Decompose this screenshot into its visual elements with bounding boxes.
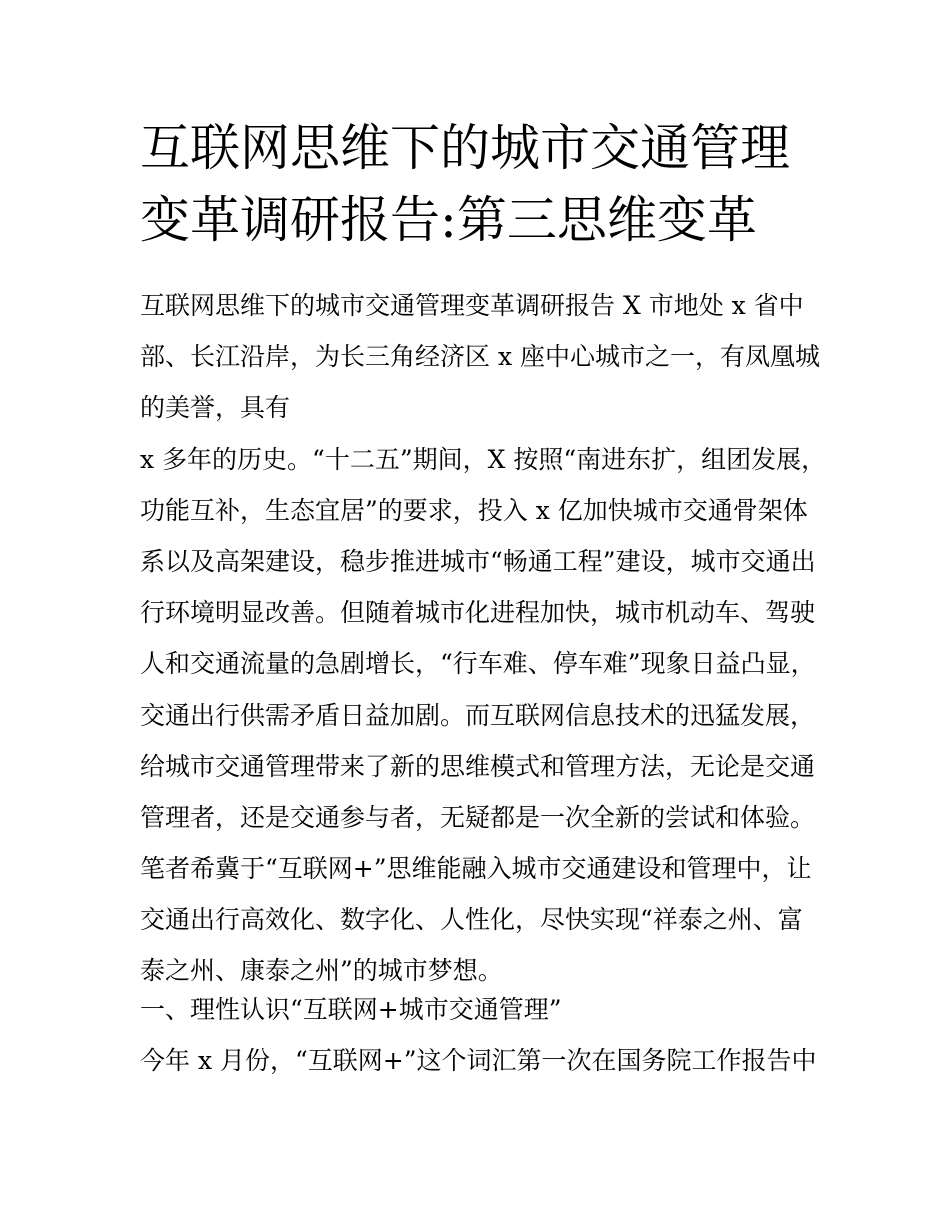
intro-paragraph (140, 280, 827, 997)
title-line-2: 变革调研报告:第三思维变革 (140, 191, 757, 249)
title-line-1: 互联网思维下的城市交通管理 (140, 119, 790, 177)
paragraph-line-14: 泰之州、康泰之州”的城市梦想。 (140, 956, 503, 986)
paragraph-line-10: 给城市交通管理带来了新的思维模式和管理方法，无论是交通 (140, 751, 816, 781)
paragraph-line-2: 部、长江沿岸，为长三角经济区 x 座中心城市之一，有凤凰城 (140, 342, 820, 372)
paragraph-line-12: 笔者希冀于“互联网+”思维能融入城市交通建设和管理中，让 (140, 854, 812, 884)
paragraph-line-3: 的美誉，具有 (140, 393, 291, 423)
section-paragraph-line-1: 今年 x 月份，“互联网+”这个词汇第一次在国务院工作报告中 (140, 1046, 817, 1076)
paragraph-line-6: 系以及高架建设，稳步推进城市“畅通工程”建设，城市交通出 (140, 546, 816, 576)
paragraph-line-7: 行环境明显改善。但随着城市化进程加快，城市机动车、驾驶 (140, 598, 816, 628)
section-one (140, 984, 820, 1086)
paragraph-line-5: 功能互补，生态宜居”的要求，投入 x 亿加快城市交通骨架体 (140, 495, 808, 525)
paragraph-line-4: x 多年的历史。“十二五”期间，X 按照“南进东扩，组团发展， (140, 444, 827, 474)
paragraph-line-9: 交通出行供需矛盾日益加剧。而互联网信息技术的迅猛发展， (140, 700, 816, 730)
document-title (140, 112, 820, 256)
paragraph-line-11: 管理者，还是交通参与者，无疑都是一次全新的尝试和体验。 (140, 802, 816, 832)
paragraph-line-8: 人和交通流量的急剧增长，“行车难、停车难”现象日益凸显， (140, 649, 816, 679)
paragraph-line-1: 互联网思维下的城市交通管理变革调研报告 X 市地处 x 省中 (140, 291, 804, 320)
paragraph-line-13: 交通出行高效化、数字化、人性化，尽快实现“祥泰之州、富 (140, 905, 803, 935)
section-heading: 一、理性认识“互联网+城市交通管理” (140, 995, 562, 1024)
